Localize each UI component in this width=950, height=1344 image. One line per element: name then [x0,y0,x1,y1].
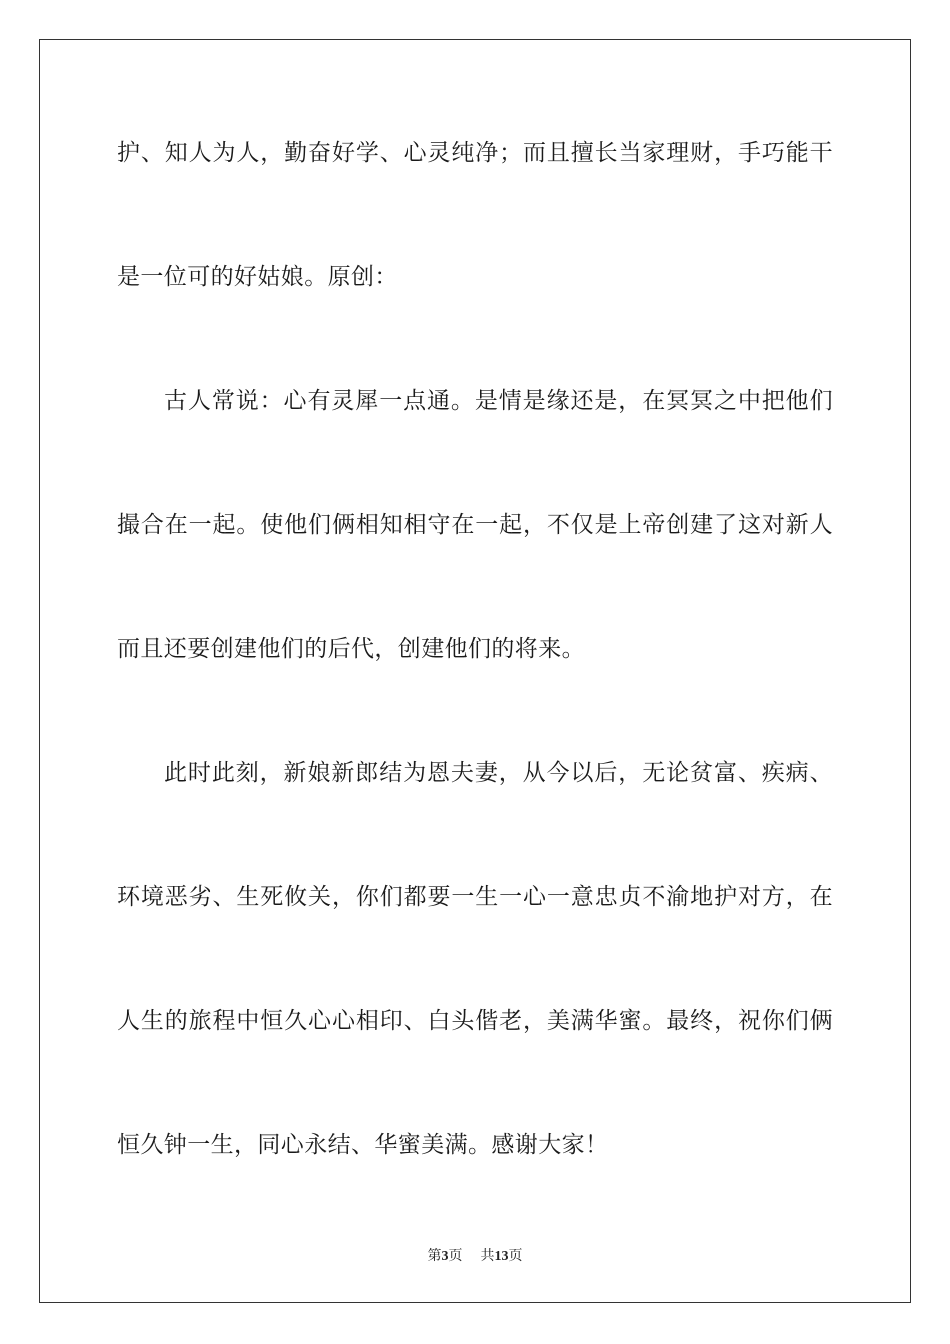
paragraph-first-line: 古人常说：心有灵犀一点通。是情是缘还是，在冥冥之中把他们 [164,388,833,414]
paragraph-first-line: 此时此刻，新娘新郎结为恩夫妻，从今以后，无论贫富、疾病、 [164,760,833,786]
page-prefix: 第 [427,1248,442,1264]
total-unit: 页 [508,1248,523,1264]
text-line: 护、知人为人，勤奋好学、心灵纯净；而且擅长当家理财，手巧能干 [117,140,833,166]
total-page-count: 13 [494,1249,509,1264]
total-prefix: 共 [480,1248,495,1264]
page-border [39,39,911,1303]
text-line: 环境恶劣、生死攸关，你们都要一生一心一意忠贞不渝地护对方，在 [117,884,833,910]
page-unit: 页 [448,1248,463,1264]
text-line: 恒久钟一生，同心永结、华蜜美满。感谢大家！ [117,1132,609,1158]
text-line: 是一位可的好姑娘。原创： [117,264,398,290]
text-line: 人生的旅程中恒久心心相印、白头偕老，美满华蜜。最终，祝你们俩 [117,1008,833,1034]
current-page-number: 3 [441,1249,449,1264]
text-line: 而且还要创建他们的后代，创建他们的将来。 [117,636,585,662]
text-line: 撮合在一起。使他们俩相知相守在一起，不仅是上帝创建了这对新人 [117,512,833,538]
page-footer [0,1247,950,1266]
